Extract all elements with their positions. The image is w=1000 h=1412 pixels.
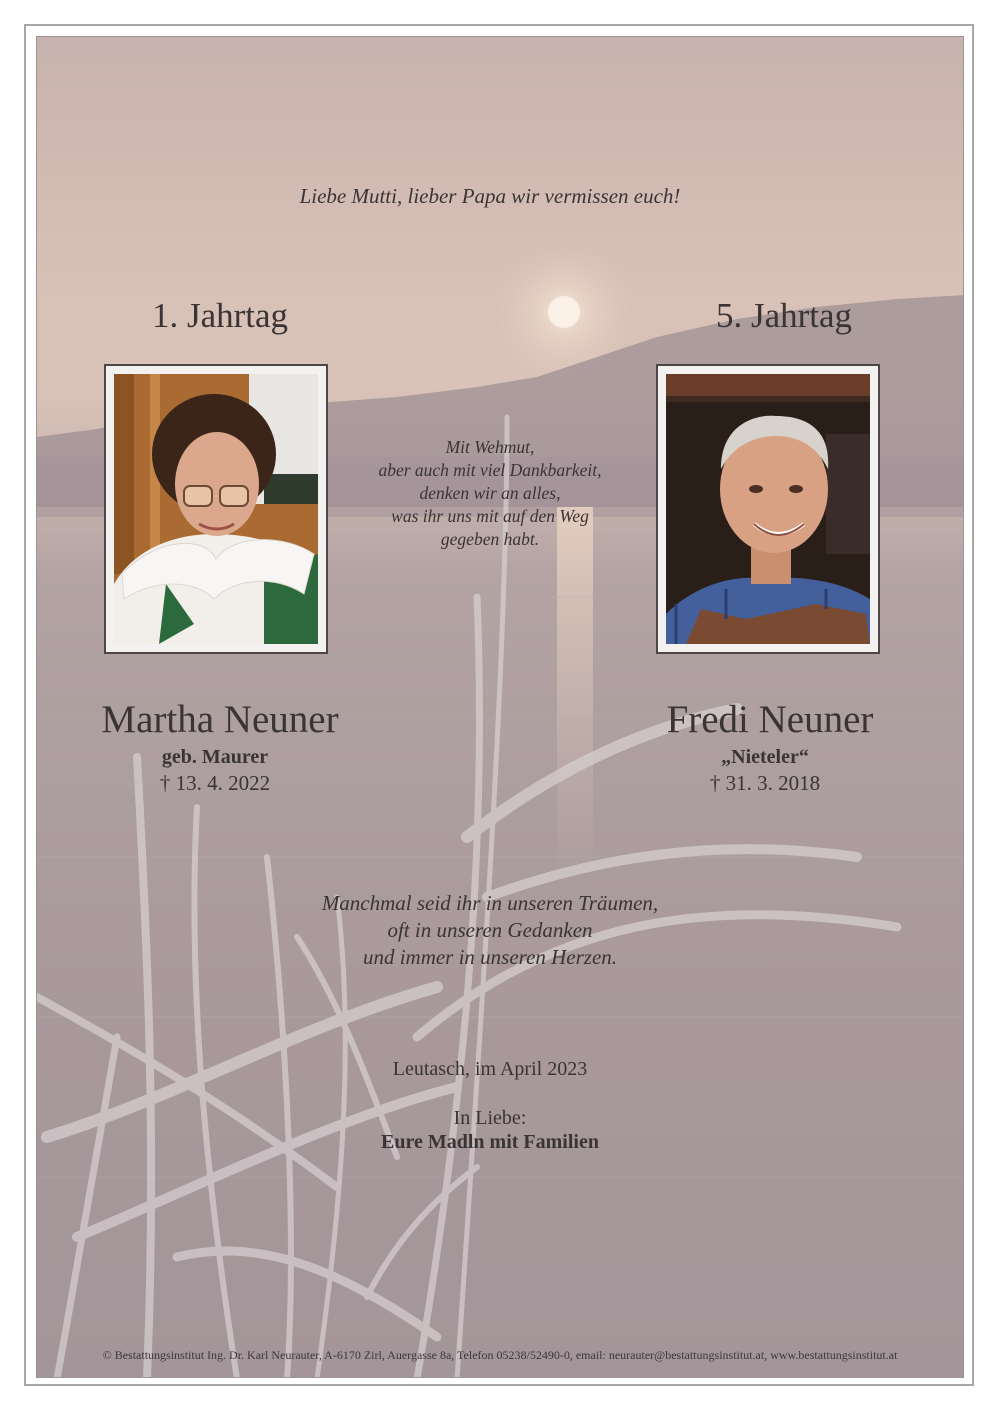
poem-line: oft in unseren Gedanken [387, 918, 593, 942]
middle-quote-line: aber auch mit viel Dankbarkeit, [378, 460, 602, 480]
middle-quote-line: gegeben habt. [440, 529, 540, 549]
name-right: Fredi Neuner [666, 698, 874, 741]
poem [260, 890, 720, 971]
anniversary-left: 1. Jahrtag [151, 296, 289, 335]
middle-quote-line: was ihr uns mit auf den Weg [391, 506, 589, 526]
middle-quote [330, 436, 650, 551]
poem-line: und immer in unseren Herzen. [362, 945, 618, 969]
portrait-woman [114, 374, 318, 644]
portrait-photo-right [656, 364, 880, 654]
signature: Eure Madln mit Familien [381, 1131, 599, 1153]
death-date-right: † 31. 3. 2018 [709, 771, 821, 795]
footer-copyright: © Bestattungsinstitut Ing. Dr. Karl Neurauter, A-6170 Zirl, Auergasse 8a, Telefon 05238/52490-0, email: neurauter@bestattungsinstitut.at, www.bestattungsinstitut.at [102, 1348, 898, 1362]
death-date-left: † 13. 4. 2022 [159, 771, 271, 795]
portrait-photo-left [104, 364, 328, 654]
middle-quote-line: Mit Wehmut, [445, 437, 535, 457]
header-quote: Liebe Mutti, lieber Papa wir vermissen euch! [299, 184, 681, 208]
middle-quote-line: denken wir an alles, [419, 483, 561, 503]
name-left: Martha Neuner [101, 698, 339, 741]
place-date: Leutasch, im April 2023 [392, 1058, 588, 1080]
anniversary-right: 5. Jahrtag [715, 296, 853, 335]
portrait-man [666, 374, 870, 644]
subtitle-left: geb. Maurer [161, 746, 269, 768]
subtitle-right: „Nieteler“ [721, 746, 809, 768]
poem-line: Manchmal seid ihr in unseren Träumen, [321, 891, 659, 915]
in-love-label: In Liebe: [453, 1107, 527, 1129]
